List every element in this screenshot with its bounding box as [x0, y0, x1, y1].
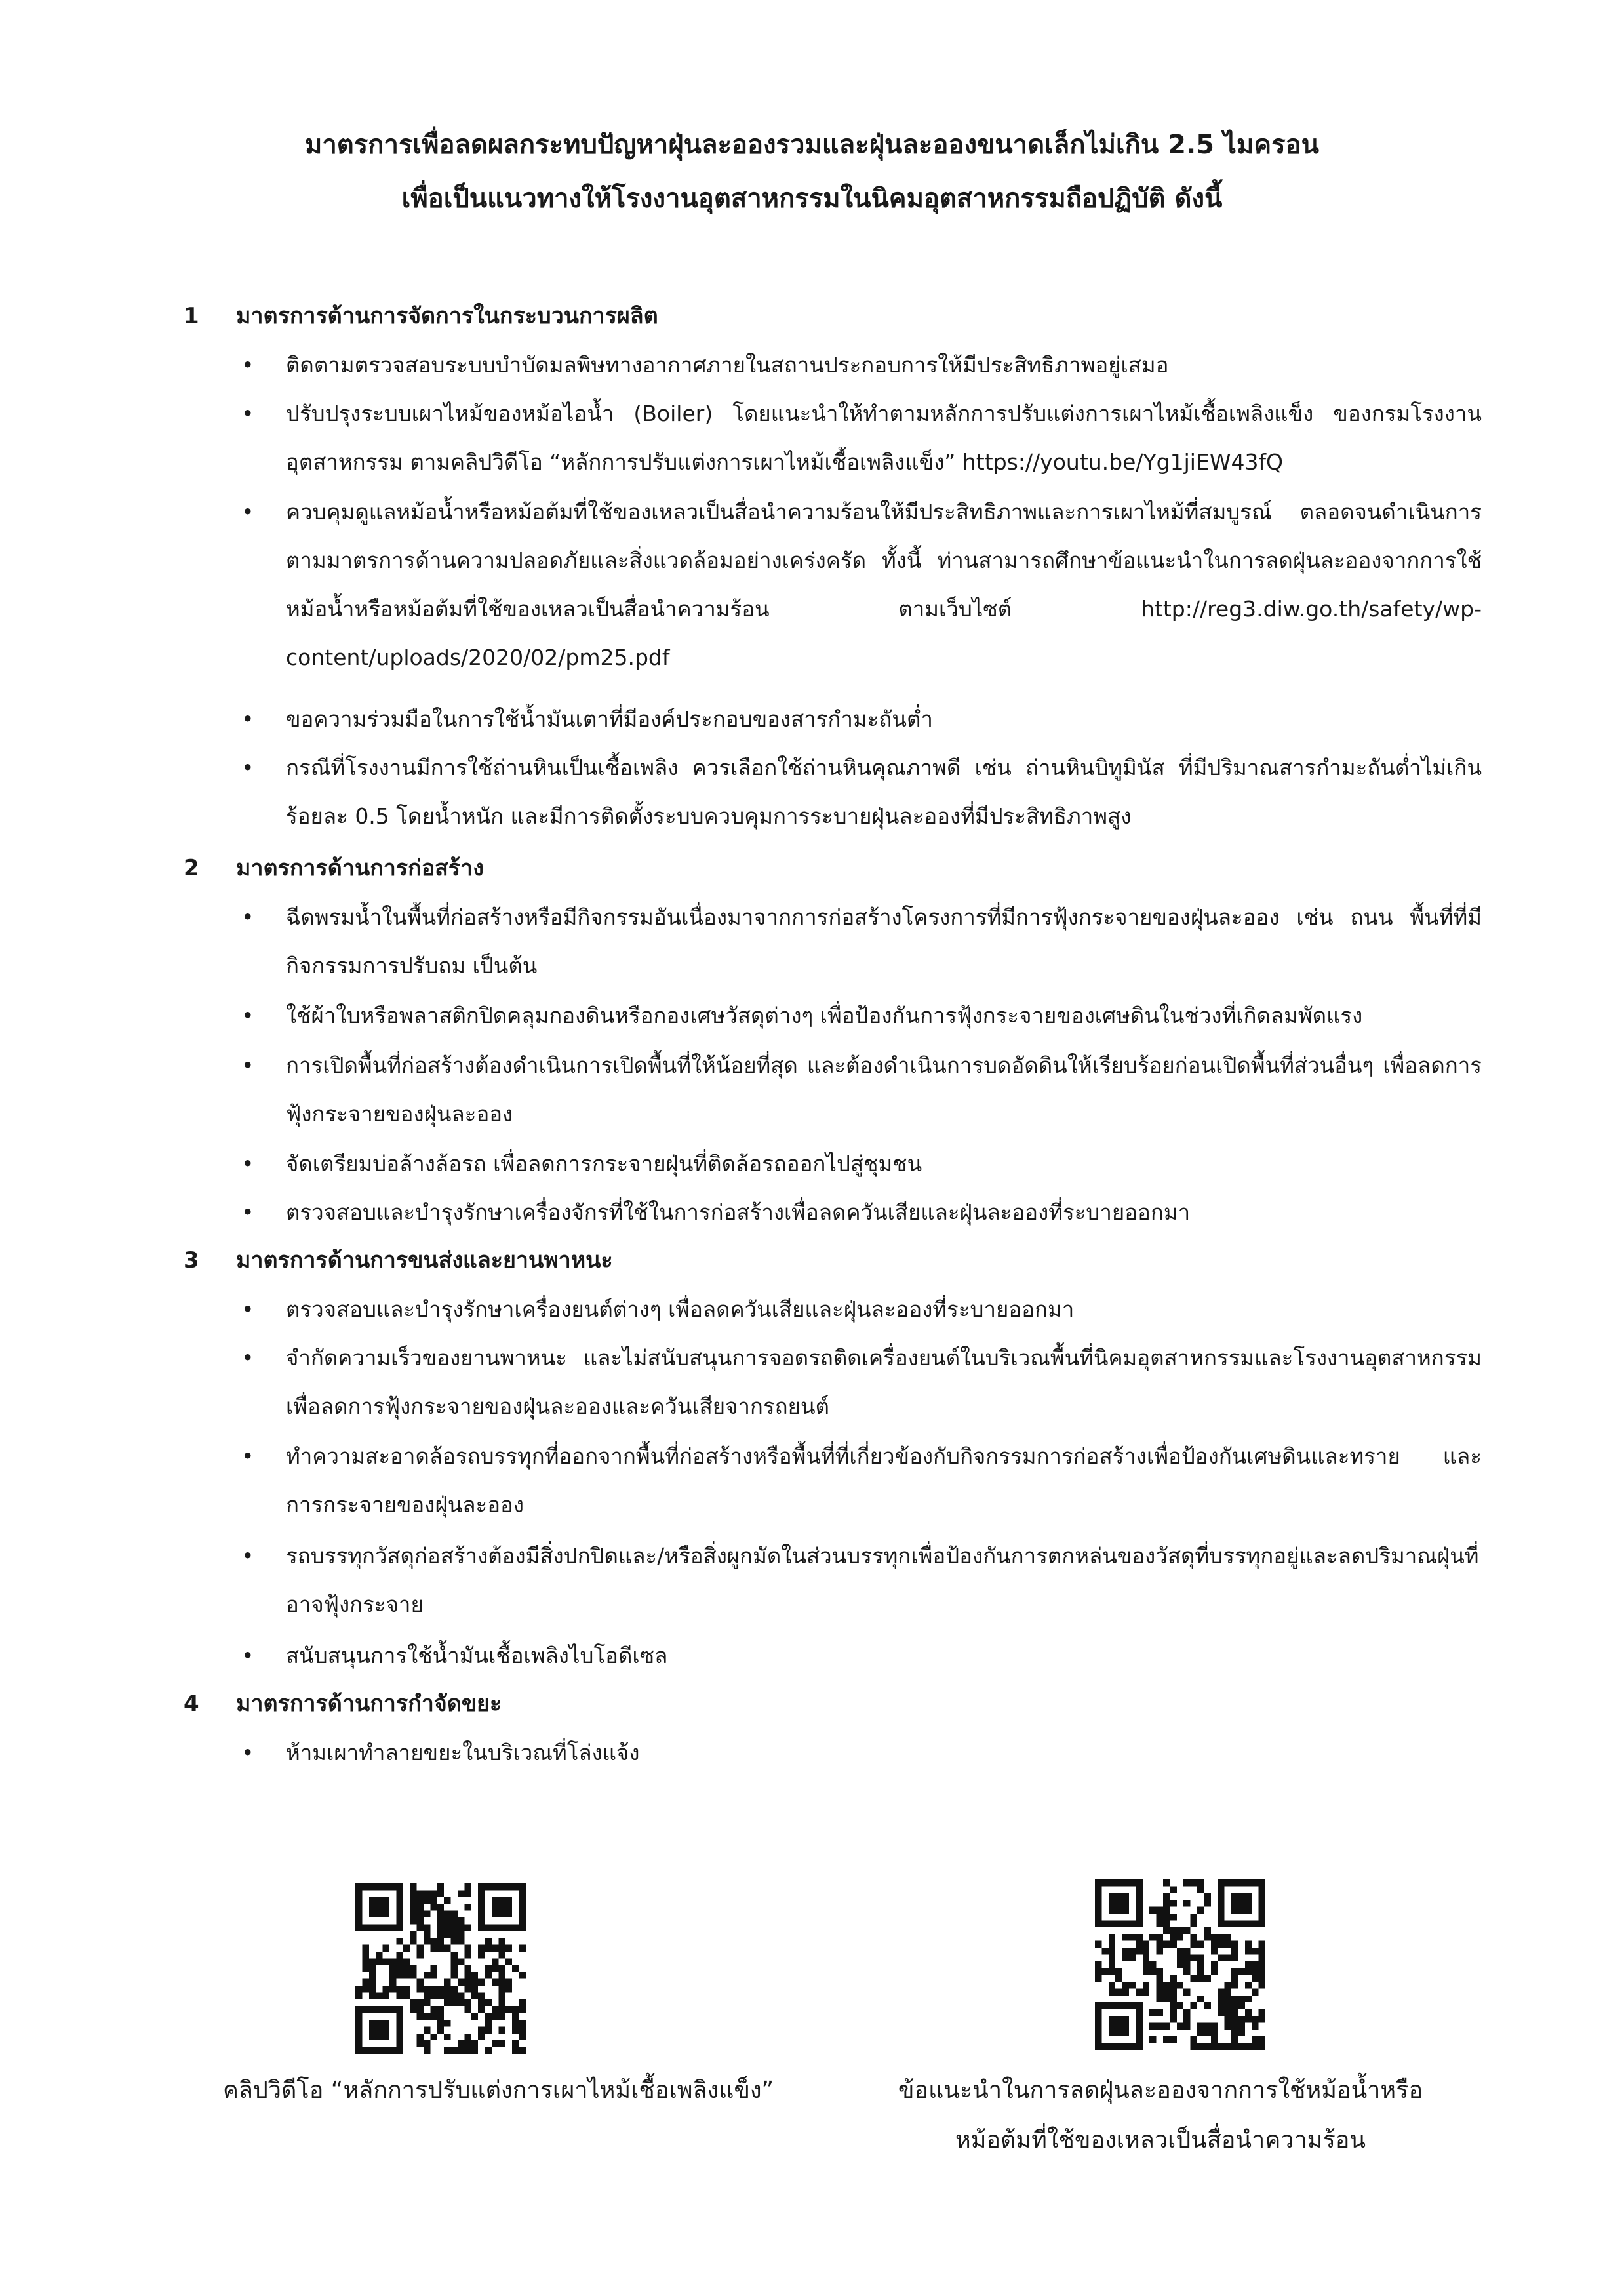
list-item-text: ติดตามตรวจสอบระบบบำบัดมลพิษทางอากาศภายในสถานประกอบการให้มีประสิทธิภาพอยู่เสมอ [286, 352, 1169, 378]
list-item [243, 1140, 1482, 1188]
list-item-text: ห้ามเผาทำลายขยะในบริเวณที่โล่งแจ้ง [286, 1740, 640, 1765]
list-item-text: ทำความสะอาดล้อรถบรรทุกที่ออกจากพื้นที่ก่อสร้างหรือพื้นที่ที่เกี่ยวข้องกับกิจกรรมการก่อสร้างเพื่อป้องกันเศษดินและทราย และการกระจายของฝุ่นละออง [286, 1443, 1482, 1517]
page-title [0, 118, 1624, 226]
qr-left-caption-text: คลิปวิดีโอ “หลักการปรับแต่งการเผาไหม้เชื้อเพลิงแข็ง” [222, 2077, 774, 2104]
list-item [243, 1632, 1482, 1680]
list-item [243, 1532, 1482, 1629]
section-title: มาตรการด้านการก่อสร้าง [236, 855, 484, 881]
list-item-text: ตรวจสอบและบำรุงรักษาเครื่องยนต์ต่างๆ เพื่อลดควันเสียและฝุ่นละอองที่ระบายออกมา [286, 1296, 1075, 1322]
bullet-icon: • [241, 1003, 254, 1028]
bullet-icon: • [241, 1151, 254, 1176]
title-line-2: เพื่อเป็นแนวทางให้โรงงานอุตสาหกรรมในนิคมอุตสาหกรรมถือปฏิบัติ ดังนี้ [401, 184, 1223, 214]
list-item [243, 341, 1482, 390]
list-item [243, 695, 1482, 744]
bullet-icon: • [241, 1740, 254, 1765]
list-item-text: ใช้ผ้าใบหรือพลาสติกปิดคลุมกองดินหรือกองเศษวัสดุต่างๆ เพื่อป้องกันการฟุ้งกระจายของเศษดินในช่วงที่เกิดลมพัดแรง [286, 1003, 1363, 1028]
section-number: 1 [184, 303, 199, 329]
list-item-text: ตรวจสอบและบำรุงรักษาเครื่องจักรที่ใช้ในการก่อสร้างเพื่อลดควันเสียและฝุ่นละอองที่ระบายออกมา [286, 1199, 1191, 1225]
list-item-text: รถบรรทุกวัสดุก่อสร้างต้องมีสิ่งปกปิดและ/หรือสิ่งผูกมัดในส่วนบรรทุกเพื่อป้องกันการตกหล่นของวัสดุที่บรรทุกอยู่และลดปริมาณฝุ่นที่อาจฟุ้งกระจาย [286, 1543, 1479, 1617]
bullet-icon: • [241, 1543, 254, 1569]
list-item-text: ควบคุมดูแลหม้อน้ำหรือหม้อต้มที่ใช้ของเหลวเป็นสื่อนำความร้อนให้มีประสิทธิภาพและการเผาไหม้ที่สมบูรณ์ ตลอดจนดำเนินการตามมาตรการด้านความปลอดภัยและสิ่งแวดล้อมอย่างเคร่งครัด ทั้งนี้ ท่านสามารถศึกษาข้อแนะนำในการลดฝุ่นละอองจากการใช้หม้อน้ำหรือหม้อต้มที่ใช้ของเหลวเป็นสื่อนำความร้อน ตามเว็บไซต์ http://reg3.diw.go.th/safety/wp-content/uploads/2020/02/pm25.pdf [286, 499, 1482, 670]
qr-right-caption-line-2: หม้อต้มที่ใช้ของเหลวเป็นสื่อนำความร้อน [955, 2127, 1366, 2154]
list-item-text: ปรับปรุงระบบเผาไหม้ของหม้อไอน้ำ (Boiler) โดยแนะนำให้ทำตามหลักการปรับแต่งการเผาไหม้เชื้อเพลิงแข็ง ของกรมโรงงานอุตสาหกรรม ตามคลิปวิดีโอ “หลักการปรับแต่งการเผาไหม้เชื้อเพลิงแข็ง” https://youtu.be/Yg1jiEW43fQ [286, 401, 1482, 475]
bullet-icon: • [241, 1296, 254, 1322]
list-item-text: การเปิดพื้นที่ก่อสร้างต้องดำเนินการเปิดพื้นที่ให้น้อยที่สุด และต้องดำเนินการบดอัดดินให้เรียบร้อยก่อนเปิดพื้นที่ส่วนอื่นๆ เพื่อลดการฟุ้งกระจายของฝุ่นละออง [286, 1053, 1482, 1127]
bullet-icon: • [241, 904, 254, 930]
section-1-heading [184, 294, 658, 338]
list-item-text: ฉีดพรมน้ำในพื้นที่ก่อสร้างหรือมีกิจกรรมอันเนื่องมาจากการก่อสร้างโครงการที่มีการฟุ้งกระจายของฝุ่นละออง เช่น ถนน พื้นที่ที่มีกิจกรรมการปรับถม เป็นต้น [286, 904, 1482, 978]
bullet-icon: • [241, 1053, 254, 1078]
qr-code-document-icon[interactable] [1095, 1879, 1265, 2050]
section-title: มาตรการด้านการขนส่งและยานพาหนะ [236, 1247, 613, 1274]
bullet-icon: • [241, 1443, 254, 1469]
list-item [243, 1729, 1482, 1777]
qr-right-caption-line-1: ข้อแนะนำในการลดฝุ่นละอองจากการใช้หม้อน้ำหรือ [898, 2077, 1423, 2104]
list-item [243, 893, 1482, 990]
list-item [243, 1285, 1482, 1334]
list-item-text: กรณีที่โรงงานมีการใช้ถ่านหินเป็นเชื้อเพลิง ควรเลือกใช้ถ่านหินคุณภาพดี เช่น ถ่านหินบิทูมินัส ที่มีปริมาณสารกำมะถันต่ำไม่เกินร้อยละ 0.5 โดยน้ำหนัก และมีการติดตั้งระบบควบคุมการระบายฝุ่นละอองที่มีประสิทธิภาพสูง [286, 755, 1482, 829]
title-line-1: มาตรการเพื่อลดผลกระทบปัญหาฝุ่นละอองรวมและฝุ่นละอองขนาดเล็กไม่เกิน 2.5 ไมครอน [304, 130, 1320, 160]
bullet-icon: • [241, 1199, 254, 1225]
section-number: 3 [184, 1247, 199, 1274]
section-4-heading [184, 1681, 502, 1726]
section-number: 4 [184, 1691, 199, 1717]
bullet-icon: • [241, 1345, 254, 1371]
list-item-text: จัดเตรียมบ่อล้างล้อรถ เพื่อลดการกระจายฝุ่นที่ติดล้อรถออกไปสู่ชุมชน [286, 1151, 922, 1176]
list-item [243, 1432, 1482, 1529]
bullet-icon: • [241, 1643, 254, 1668]
list-item-text: ขอความร่วมมือในการใช้น้ำมันเตาที่มีองค์ประกอบของสารกำมะถันต่ำ [286, 706, 933, 732]
bullet-icon: • [241, 706, 254, 732]
section-title: มาตรการด้านการจัดการในกระบวนการผลิต [236, 303, 658, 329]
list-item [243, 1188, 1482, 1237]
section-number: 2 [184, 855, 199, 881]
list-item [243, 992, 1482, 1040]
section-2-heading [184, 846, 484, 891]
qr-right-caption [833, 2066, 1488, 2165]
bullet-icon: • [241, 499, 254, 525]
list-item [243, 488, 1482, 682]
list-item [243, 1334, 1482, 1431]
qr-code-video-icon[interactable] [355, 1883, 526, 2054]
list-item [243, 744, 1482, 841]
section-3-heading [184, 1238, 613, 1283]
list-item [243, 1041, 1482, 1138]
qr-left-caption [157, 2066, 839, 2116]
bullet-icon: • [241, 352, 254, 378]
bullet-icon: • [241, 755, 254, 780]
list-item [243, 390, 1482, 487]
bullet-icon: • [241, 401, 254, 426]
section-title: มาตรการด้านการกำจัดขยะ [236, 1691, 502, 1717]
list-item-text: จำกัดความเร็วของยานพาหนะ และไม่สนับสนุนการจอดรถติดเครื่องยนต์ในบริเวณพื้นที่นิคมอุตสาหกรรมและโรงงานอุตสาหกรรม เพื่อลดการฟุ้งกระจายของฝุ่นละอองและควันเสียจากรถยนต์ [286, 1345, 1482, 1419]
list-item-text: สนับสนุนการใช้น้ำมันเชื้อเพลิงไบโอดีเซล [286, 1643, 668, 1668]
